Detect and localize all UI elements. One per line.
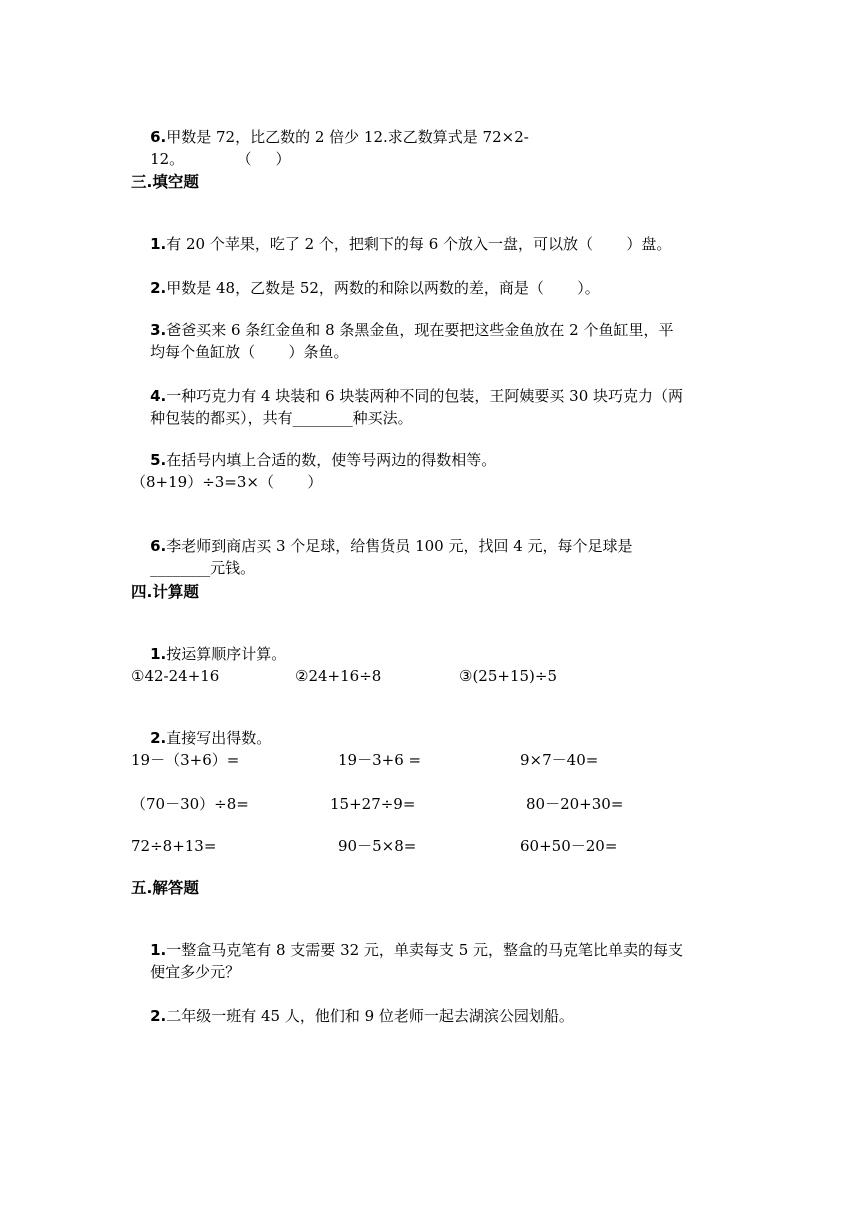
- question-number: 5.: [150, 451, 167, 469]
- question-number: 2.: [150, 279, 167, 297]
- section-heading-calculation: 四.计算题: [131, 583, 199, 601]
- calc-cell: 9×7－40=: [520, 751, 599, 769]
- calc-cell: 72÷8+13=: [131, 837, 217, 855]
- question-number: 1.: [150, 235, 167, 253]
- question-text: 李老师到商店买 3 个足球，给售货员 100 元，找回 4 元，每个足球是: [166, 537, 633, 555]
- question-text: 按运算顺序计算。: [166, 645, 287, 663]
- question-number: 2.: [150, 1007, 167, 1025]
- section-heading-word-problems: 五.解答题: [131, 879, 199, 897]
- question-text: 甲数是 72，比乙数的 2 倍少 12.求乙数算式是 72×2-: [166, 128, 529, 146]
- fill-question-5-expression: （8+19）÷3=3×（ ）: [131, 473, 323, 491]
- calc-cell: 15+27÷9=: [330, 795, 416, 813]
- question-text: 一种巧克力有 4 块装和 6 块装两种不同的包装，王阿姨要买 30 块巧克力（两: [166, 387, 684, 405]
- question-number: 1.: [150, 941, 167, 959]
- calc-item: ③(25+15)÷5: [459, 667, 558, 685]
- question-text: 12。 （ ）: [150, 150, 291, 168]
- section-heading-fill-in: 三.填空题: [131, 173, 199, 191]
- question-number: 2.: [150, 729, 167, 747]
- calc-cell: 19－3+6 =: [338, 751, 422, 769]
- question-text: 二年级一班有 45 人，他们和 9 位老师一起去湖滨公园划船。: [166, 1007, 574, 1025]
- question-number: 6.: [150, 537, 167, 555]
- calc-cell: 90－5×8=: [338, 837, 417, 855]
- question-number: 3.: [150, 321, 167, 339]
- calc-item: ①42-24+16: [131, 667, 220, 685]
- question-text: 在括号内填上合适的数，使等号两边的得数相等。: [166, 451, 497, 469]
- calc-cell: （70－30）÷8=: [131, 795, 249, 813]
- question-text: 一整盒马克笔有 8 支需要 32 元，单卖每支 5 元，整盒的马克笔比单卖的每支: [166, 941, 684, 959]
- question-text: 爸爸买来 6 条红金鱼和 8 条黑金鱼，现在要把这些金鱼放在 2 个鱼缸里，平: [166, 321, 674, 339]
- question-text: 有 20 个苹果，吃了 2 个，把剩下的每 6 个放入一盘，可以放（ ）盘。: [166, 235, 672, 253]
- calc-cell: 19－（3+6）=: [131, 751, 240, 769]
- question-number: 4.: [150, 387, 167, 405]
- question-text: 均每个鱼缸放（ ）条鱼。: [150, 343, 349, 361]
- question-text: 便宜多少元？: [150, 963, 241, 981]
- calc-item: ②24+16÷8: [295, 667, 382, 685]
- question-number: 1.: [150, 645, 167, 663]
- question-text: ________元钱。: [150, 559, 256, 577]
- word-question-2: [131, 986, 574, 1046]
- question-text: 甲数是 48，乙数是 52，两数的和除以两数的差，商是（ ）。: [166, 279, 600, 297]
- calc-cell: 80－20+30=: [526, 795, 624, 813]
- question-text: 直接写出得数。: [166, 729, 272, 747]
- question-text: 种包装的都买），共有________种买法。: [150, 409, 413, 427]
- question-number: 6.: [150, 128, 167, 146]
- calc-cell: 60+50－20=: [520, 837, 618, 855]
